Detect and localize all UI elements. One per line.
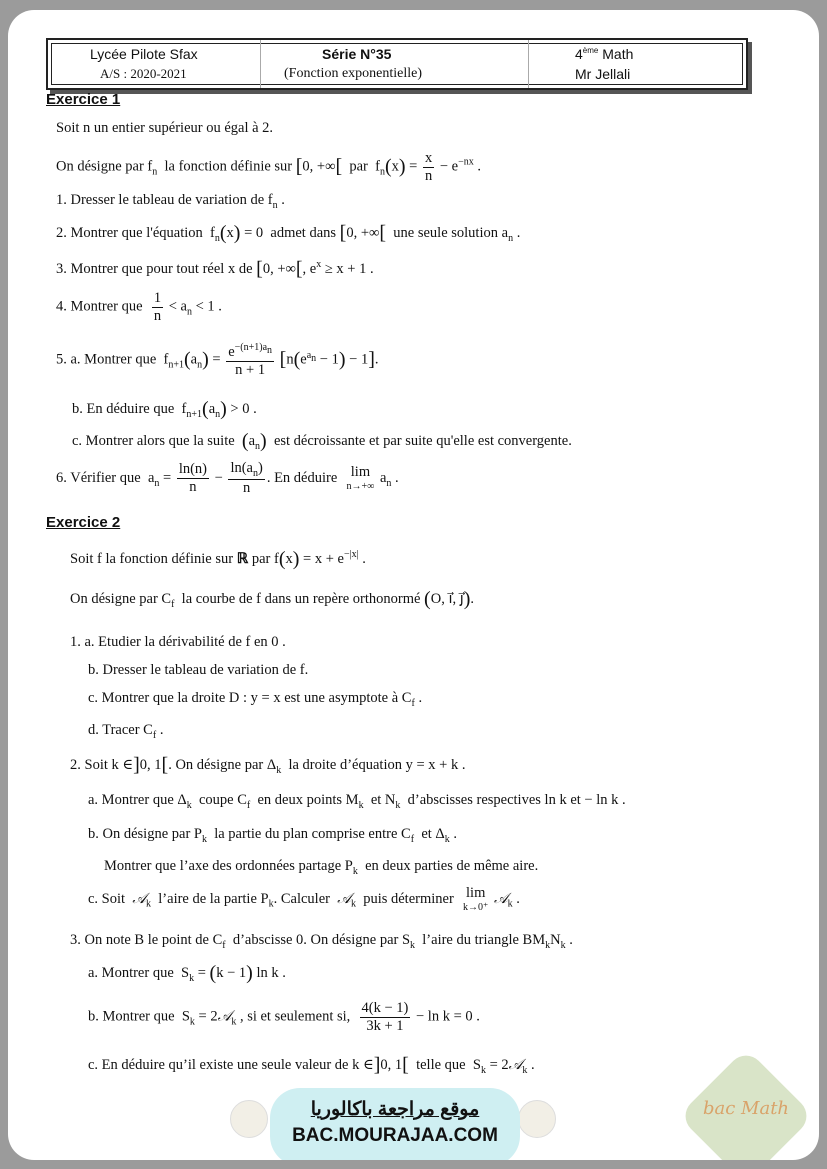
ex2-q1b: b. Dresser le tableau de variation de f. <box>88 662 309 678</box>
ex2-q3b: b. Montrer que $S_k$ = 2𝒜$_k$ , si et seulement si, $\frac{4(k - 1)}{3k + 1}$ − ln k = 0 . <box>88 1000 480 1034</box>
ex1-intro: Soit n un entier supérieur ou égal à 2. <box>56 120 274 136</box>
ex1-q1: 1. Dresser le tableau de variation de $f_n$ . <box>56 192 285 211</box>
exercise2-title: Exercice 2 <box>46 514 121 531</box>
ex2-q1a: 1. a. Etudier la dérivabilité de f en 0 . <box>70 634 286 650</box>
series-title: Série N°35 <box>322 46 392 62</box>
ex2-q2a: a. Montrer que $\Delta_k$ coupe $C_f$ en deux points $M_k$ et $N_k$ d’abscisses respectives ln k et − ln k . <box>88 792 626 811</box>
ex1-function-def: On désigne par $f_n$ la fonction définie sur [0, +∞[ par $f_n(x)$ = $\frac{x}{n}$ − $e^{-nx}$ . <box>56 150 481 184</box>
bacmath-badge-text: bac Math <box>702 1098 790 1119</box>
ex2-q3a: a. Montrer que $S_k = (k - 1)$ ln k . <box>88 962 286 984</box>
ex1-q6: 6. Vérifier que $a_n$ = $\frac{\ln(n)}{n}$ − $\frac{\ln(a_n)}{n}$ . En déduire lim n→+∞ $a_n$ . <box>56 460 399 497</box>
series-topic: (Fonction exponentielle) <box>284 66 423 81</box>
ex2-q2: 2. Soit k ∈]0, 1[. On désigne par $\Delta_k$ la droite d’équation y = x + k . <box>70 754 466 776</box>
school-year: A/S : 2020-2021 <box>100 66 187 81</box>
ex1-q4: 4. Montrer que $\frac{1}{n}$ < $a_n < 1$ . <box>56 290 222 324</box>
site-banner[interactable] <box>270 1088 520 1160</box>
document-page <box>8 10 819 1160</box>
ex2-function-def: Soit f la fonction définie sur ℝ par $f(x) = x + e^{-|x|}$ . <box>70 548 366 570</box>
site-url[interactable]: BAC.MOURAJAA.COM <box>292 1125 498 1146</box>
ex1-q5c: c. Montrer alors que la suite $(a_n)$ est décroissante et par suite qu'elle est convergente. <box>72 430 572 452</box>
ex2-curve-def: On désigne par $C_f$ la courbe de f dans un repère orthonormé (O, i⃗, j⃗). <box>70 588 475 610</box>
ex1-q5a: 5. a. Montrer que $f_{n+1}(a_n)$ = $\frac{e^{-(n+1)a_n}}{n + 1}$ $[n(e^{a_n} - 1) - 1]$. <box>56 342 379 378</box>
teacher-name: Mr Jellali <box>575 66 631 82</box>
ex1-q2: 2. Montrer que l'équation $f_n(x) = 0$ admet dans [0, +∞[ une seule solution $a_n$ . <box>56 222 521 244</box>
ex2-q2c: c. Soit 𝒜$_k$ l’aire de la partie $P_k$. Calculer 𝒜$_k$ puis déterminer lim k→0⁺ 𝒜$_k$ . <box>88 885 520 913</box>
class-label: 4ème Math <box>575 46 634 62</box>
site-logo-right <box>518 1100 556 1138</box>
header-box <box>46 38 748 90</box>
ex2-q2b: b. On désigne par $P_k$ la partie du plan comprise entre $C_f$ et $\Delta_k$ . <box>88 826 457 845</box>
ex2-q3c: c. En déduire qu’il existe une seule valeur de k ∈]0, 1[ telle que $S_k$ = 2𝒜$_k$ . <box>88 1054 535 1076</box>
school-name: Lycée Pilote Sfax <box>90 46 198 62</box>
ex1-q5b: b. En déduire que $f_{n+1}(a_n) > 0$ . <box>72 398 257 420</box>
exercise1-title: Exercice 1 <box>46 91 121 108</box>
ex2-q1c: c. Montrer que la droite D : y = x est une asymptote à $C_f$ . <box>88 690 423 709</box>
ex2-q3: 3. On note B le point de $C_f$ d’abscisse 0. On désigne par $S_k$ l’aire du triangle $BM_kN_k$ . <box>70 932 573 951</box>
site-arabic-name: موقع مراجعة باكالوريا <box>310 1099 480 1120</box>
site-logo-left <box>230 1100 268 1138</box>
ex2-q1d: d. Tracer $C_f$ . <box>88 722 164 741</box>
ex1-q3: 3. Montrer que pour tout réel x de [0, +∞[, $e^x \ge x + 1$ . <box>56 258 374 280</box>
ex2-q2b-cont: Montrer que l’axe des ordonnées partage $P_k$ en deux parties de même aire. <box>104 858 539 877</box>
